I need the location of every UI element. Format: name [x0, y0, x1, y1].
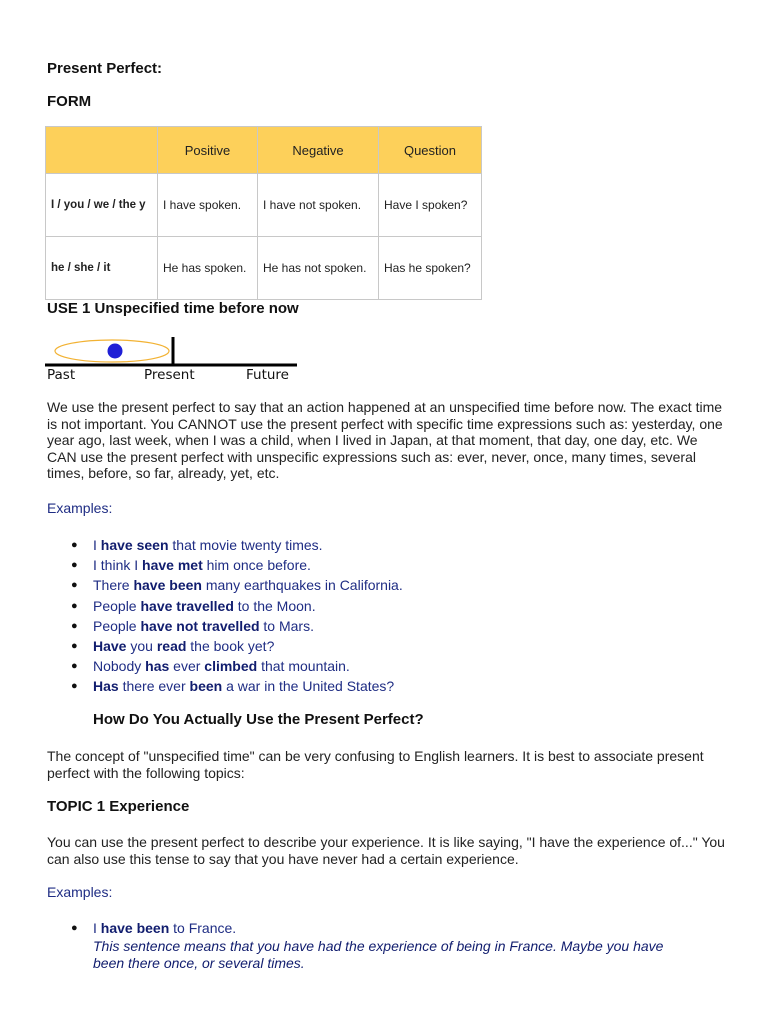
- bullet-icon: ●: [71, 922, 78, 934]
- bullet-icon: ●: [71, 539, 78, 551]
- example-text: People: [93, 617, 141, 634]
- examples-list: [47, 535, 403, 697]
- example-verb: have been: [133, 577, 202, 594]
- example-text: that movie twenty times.: [168, 537, 323, 553]
- example-item: [47, 535, 403, 555]
- example-text: People: [93, 597, 141, 614]
- example-verb: Have: [93, 637, 127, 654]
- example-text: many earthquakes in California.: [201, 577, 403, 594]
- page-title: Present Perfect:: [47, 60, 163, 77]
- examples-label: Examples:: [47, 500, 113, 516]
- topic1-heading: TOPIC 1 Experience: [47, 798, 190, 815]
- form-table-cell: He has not spoken.: [258, 237, 379, 300]
- example-verb: have been: [100, 920, 170, 936]
- form-table-subject: I / you / we / the y: [46, 174, 158, 237]
- form-table-cell: I have not spoken.: [258, 174, 379, 237]
- examples2-list: [47, 918, 727, 972]
- example-text: to France.: [169, 920, 237, 936]
- example-text: ever: [169, 658, 205, 675]
- example-text: I think I: [93, 557, 143, 574]
- form-table-cell: Have I spoken?: [379, 174, 482, 237]
- example-text: to the Moon.: [233, 597, 316, 614]
- topic1-paragraph: You can use the present perfect to describe your experience. It is like saying, "I have the experience of..." You can also use this tense to say that you have never had a certain experience.: [47, 834, 725, 867]
- use1-paragraph: We use the present perfect to say that an action happened at an unspecified time before now. The exact time is not important. You CANNOT use the present perfect with specific time expressions such as: yesterday, one year ago, last week, when I was a child, when I lived in Japan, at that moment, that day, one day, etc. We CAN use the present perfect with unspecific expressions such as: ever, never, once, many times, several times, before, so far, already, yet, etc.: [47, 399, 723, 481]
- example-verb: have travelled: [140, 597, 234, 614]
- example-explanation: This sentence means that you have had the experience of being in France. Maybe you have been there once, or several times.: [93, 938, 664, 971]
- example-text: I: [93, 537, 101, 553]
- timeline-label-past: Past: [47, 367, 76, 383]
- timeline-dot: [108, 344, 123, 359]
- example-text: Nobody: [93, 658, 146, 675]
- bullet-icon: ●: [71, 579, 78, 592]
- example-item: [47, 656, 403, 676]
- example-text: that mountain.: [257, 658, 350, 675]
- form-table-row: [46, 174, 482, 237]
- example-text: to Mars.: [259, 617, 314, 634]
- bullet-icon: ●: [71, 639, 78, 652]
- example-text: There: [93, 577, 134, 594]
- form-table-header-cell: Negative: [258, 127, 379, 174]
- bullet-icon: ●: [71, 680, 78, 693]
- form-table-header-cell: Question: [379, 127, 482, 174]
- form-table-cell: Has he spoken?: [379, 237, 482, 300]
- bullet-icon: ●: [71, 559, 78, 572]
- form-table-subject: he / she / it: [46, 237, 158, 300]
- example-text: the book yet?: [186, 637, 275, 654]
- example-verb: have met: [142, 557, 203, 574]
- example-verb: have not travelled: [140, 617, 260, 634]
- form-heading: FORM: [47, 93, 92, 110]
- example-text: a war in the United States?: [222, 678, 395, 695]
- example-text: you: [126, 637, 157, 654]
- form-table-cell: I have spoken.: [158, 174, 258, 237]
- form-table-header-cell: [46, 127, 158, 174]
- example-item: [47, 596, 403, 616]
- form-table: [45, 126, 482, 300]
- howdo-heading: How Do You Actually Use the Present Perfect?: [93, 711, 424, 728]
- example-verb: has: [145, 658, 170, 675]
- form-table-row: [46, 237, 482, 300]
- bullet-icon: ●: [71, 660, 78, 673]
- example-verb: been: [189, 678, 223, 695]
- example-verb: Has: [93, 678, 119, 695]
- example-text: there ever: [118, 678, 190, 695]
- example-item: [47, 575, 403, 595]
- use1-heading: USE 1 Unspecified time before now: [47, 300, 299, 317]
- timeline-label-present: Present: [144, 367, 195, 383]
- form-table-cell: He has spoken.: [158, 237, 258, 300]
- example-verb: read: [156, 637, 187, 654]
- examples2-label: Examples:: [47, 884, 113, 900]
- example-item: [47, 616, 403, 636]
- bullet-icon: ●: [71, 599, 78, 612]
- example-item: [47, 918, 727, 972]
- bullet-icon: ●: [71, 619, 78, 632]
- concept-paragraph: The concept of "unspecified time" can be very confusing to English learners. It is best to associate present perfect with the following topics:: [47, 748, 704, 781]
- form-table-header-cell: Positive: [158, 127, 258, 174]
- example-verb: have seen: [100, 537, 169, 553]
- example-item: [47, 676, 403, 696]
- example-text: I: [93, 920, 101, 936]
- form-table-header-row: [46, 127, 482, 174]
- example-item: [47, 636, 403, 656]
- timeline-label-future: Future: [246, 367, 289, 383]
- example-verb: climbed: [204, 658, 258, 675]
- example-text: him once before.: [202, 557, 311, 574]
- example-item: [47, 555, 403, 575]
